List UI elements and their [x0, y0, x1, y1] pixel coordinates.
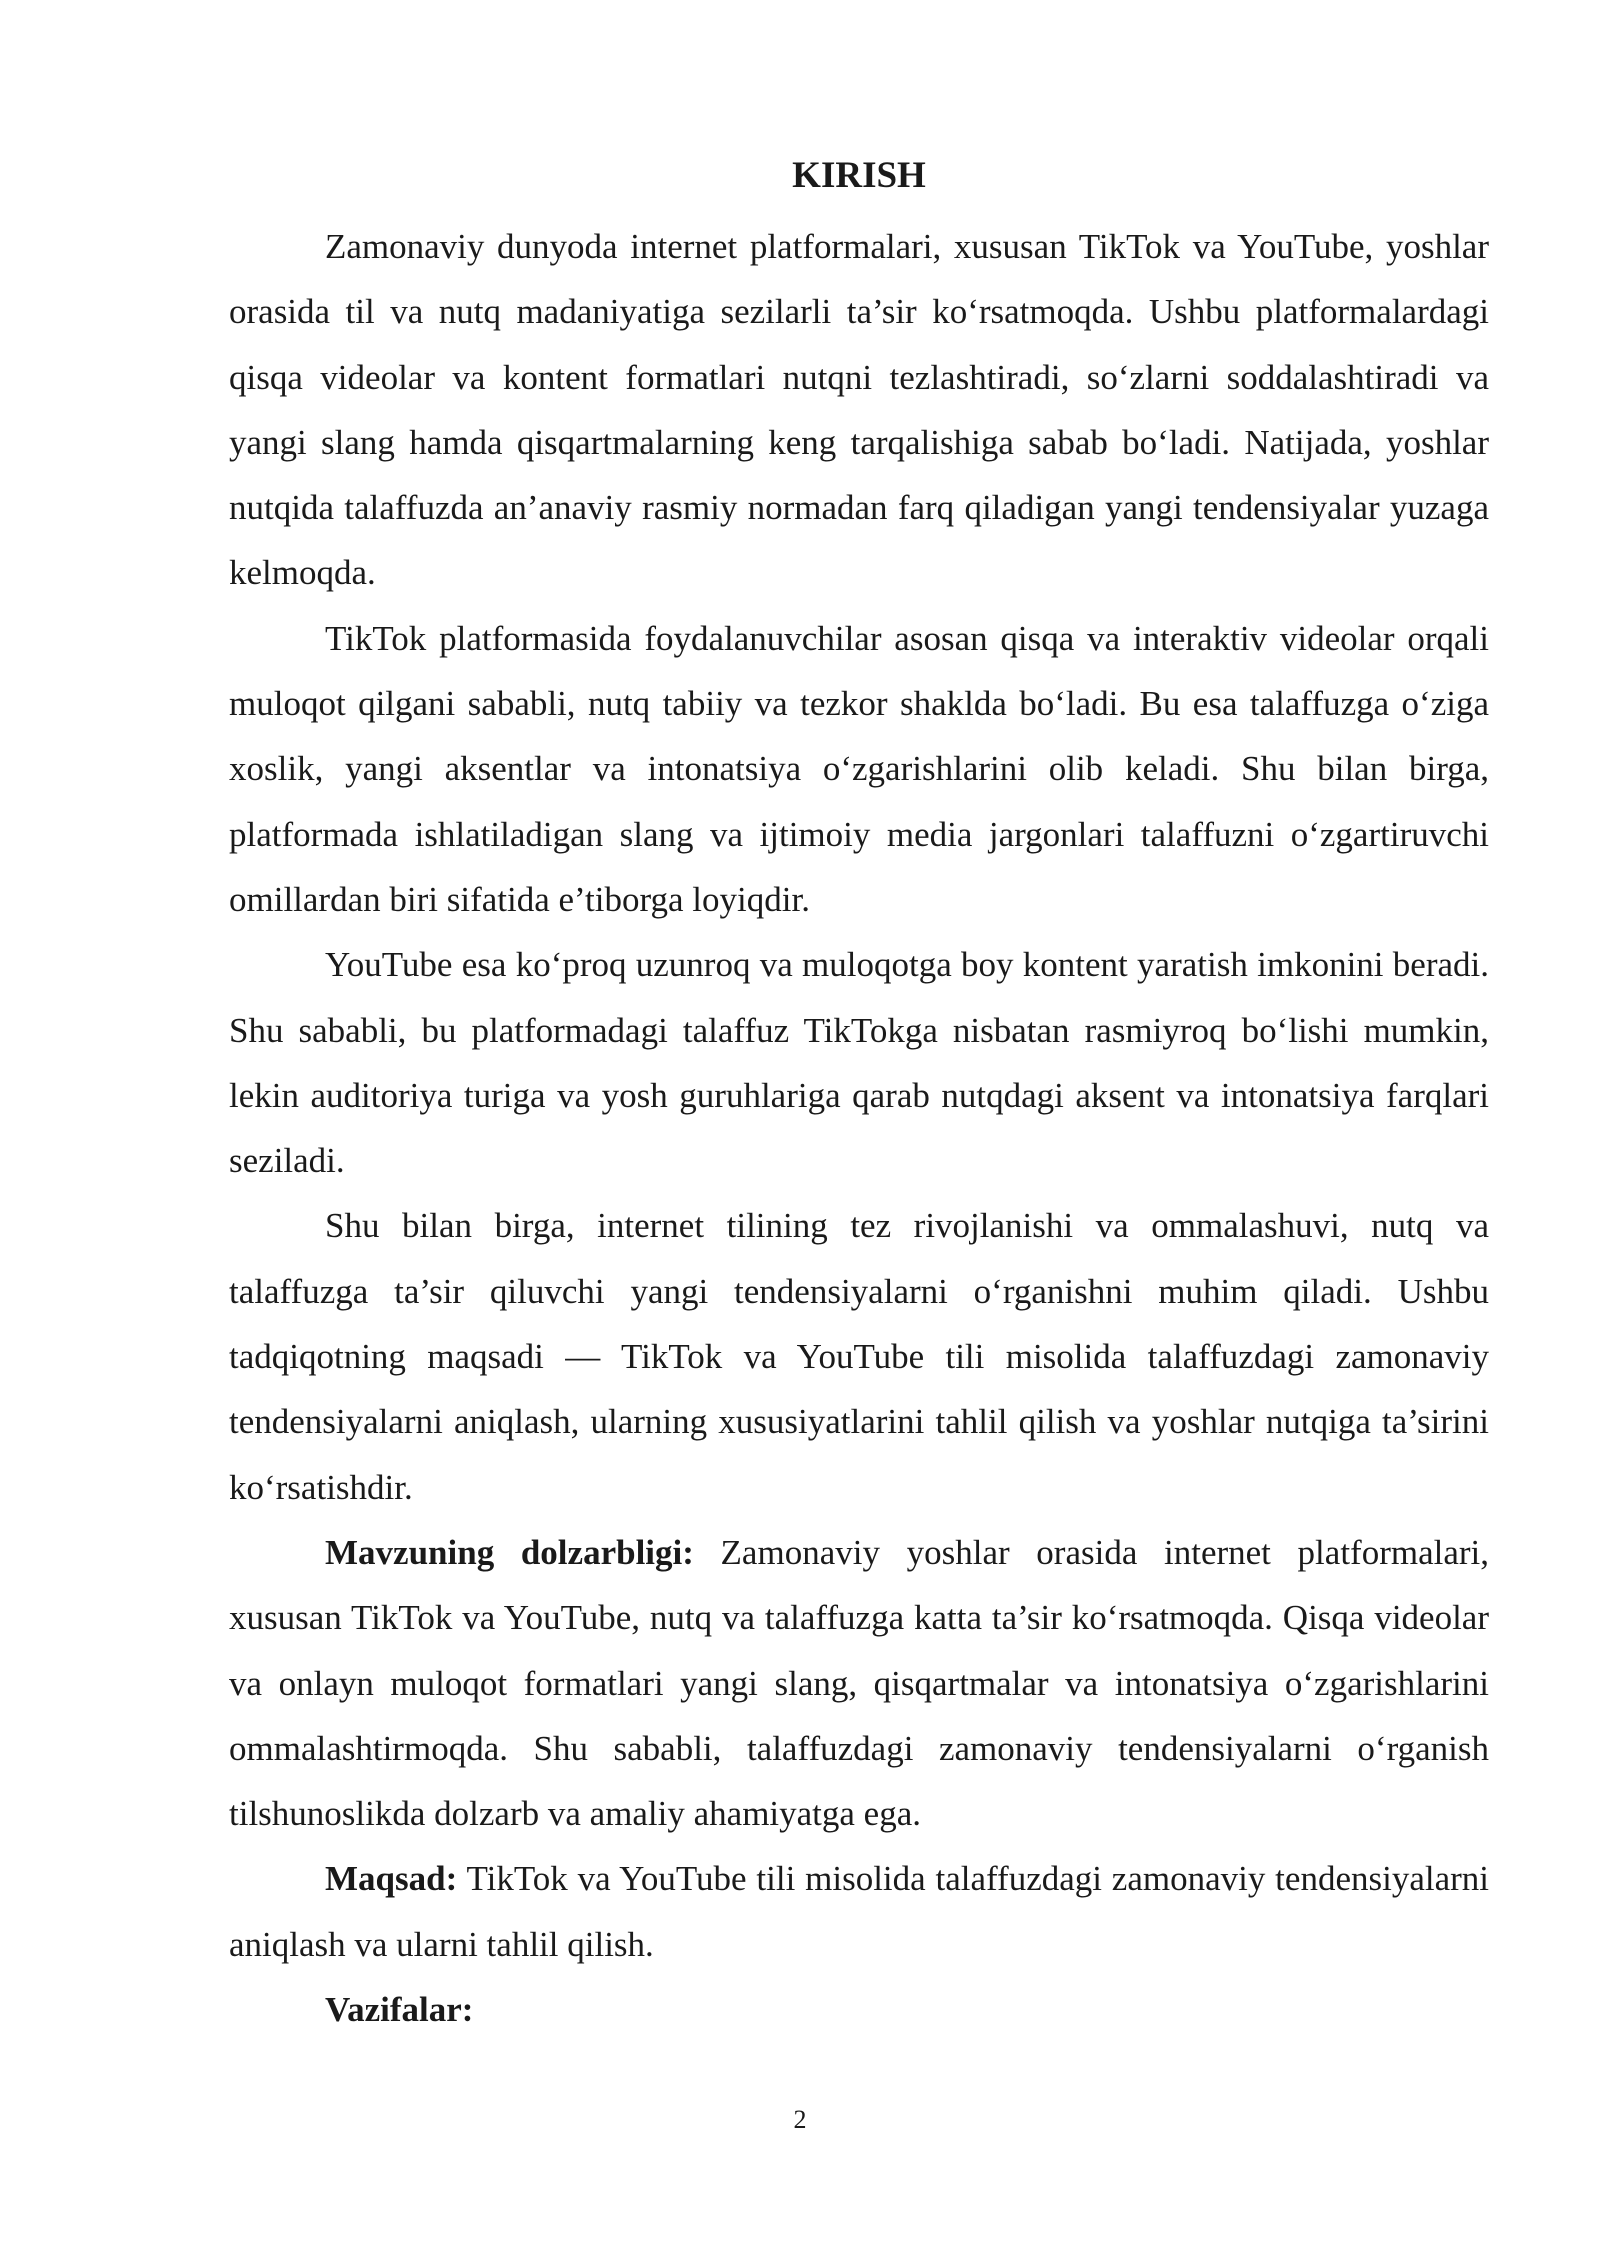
- paragraph-text: Zamonaviy yoshlar orasida internet platformalari, xususan TikTok va YouTube, nutq va talaffuzga katta ta’sir ko‘rsatmoqda. Qisqa videolar va onlayn muloqot formatlari yangi slang, qisqartmalar va intonatsiya o‘zgarishlarini ommalashtirmoqda. Shu sababli, talaffuzdagi zamonaviy tendensiyalarni o‘rganish tilshunoslikda dolzarb va amaliy ahamiyatga ega.: [229, 1532, 1489, 1834]
- paragraph-4: [229, 1193, 1489, 1519]
- paragraph-lead-relevance: Mavzuning dolzarbligi:: [325, 1532, 694, 1572]
- page-content: [229, 148, 1489, 2042]
- paragraph-lead-goal: Maqsad:: [325, 1859, 458, 1899]
- section-heading: KIRISH: [792, 155, 926, 196]
- page-number: 2: [793, 2105, 807, 2134]
- paragraph-text: TikTok va YouTube tili misolida talaffuzdagi zamonaviy tendensiyalarni aniqlash va ularni tahlil qilish.: [229, 1859, 1489, 1964]
- paragraph-text: Zamonaviy dunyoda internet platformalari, xususan TikTok va YouTube, yoshlar orasida til va nutq madaniyatiga sezilarli ta’sir ko‘rsatmoqda. Ushbu platformalardagi qisqa videolar va kontent formatlari nutqni tezlashtiradi, so‘zlarni soddalashtiradi va yangi slang hamda qisqartmalarning keng tarqalishiga sabab bo‘ladi. Natijada, yoshlar nutqida talaffuzda an’anaviy rasmiy normadan farq qiladigan yangi tendensiyalar yuzaga kelmoqda.: [229, 227, 1489, 593]
- paragraph-2: [229, 606, 1489, 932]
- paragraph-lead-tasks: Vazifalar:: [325, 1990, 474, 2030]
- paragraph-text: Shu bilan birga, internet tilining tez rivojlanishi va ommalashuvi, nutq va talaffuzga ta’sir qiluvchi yangi tendensiyalarni o‘rganishni muhim qiladi. Ushbu tadqiqotning maqsadi — TikTok va YouTube tili misolida talaffuzdagi zamonaviy tendensiyalarni aniqlash, ularning xususiyatlarini tahlil qilish va yoshlar nutqiga ta’sirini ko‘rsatishdir.: [229, 1206, 1489, 1507]
- paragraph-3: [229, 932, 1489, 1193]
- paragraph-relevance: [229, 1520, 1489, 1846]
- paragraph-1: [229, 214, 1489, 606]
- paragraph-text: YouTube esa ko‘proq uzunroq va muloqotga boy kontent yaratish imkonini beradi. Shu sababli, bu platformadagi talaffuz TikTokga nisbatan rasmiyroq bo‘lishi mumkin, lekin auditoriya turiga va yosh guruhlariga qarab nutqdagi aksent va intonatsiya farqlari seziladi.: [229, 945, 1489, 1181]
- paragraph-goal: [229, 1846, 1489, 1977]
- paragraph-text: TikTok platformasida foydalanuvchilar asosan qisqa va interaktiv videolar orqali muloqot qilgani sababli, nutq tabiiy va tezkor shaklda bo‘ladi. Bu esa talaffuzga o‘ziga xoslik, yangi aksentlar va intonatsiya o‘zgarishlarini olib keladi. Shu bilan birga, platformada ishlatiladigan slang va ijtimoiy media jargonlari talaffuzni o‘zgartiruvchi omillardan biri sifatida e’tiborga loyiqdir.: [229, 618, 1489, 919]
- paragraph-tasks: [229, 1977, 1489, 2042]
